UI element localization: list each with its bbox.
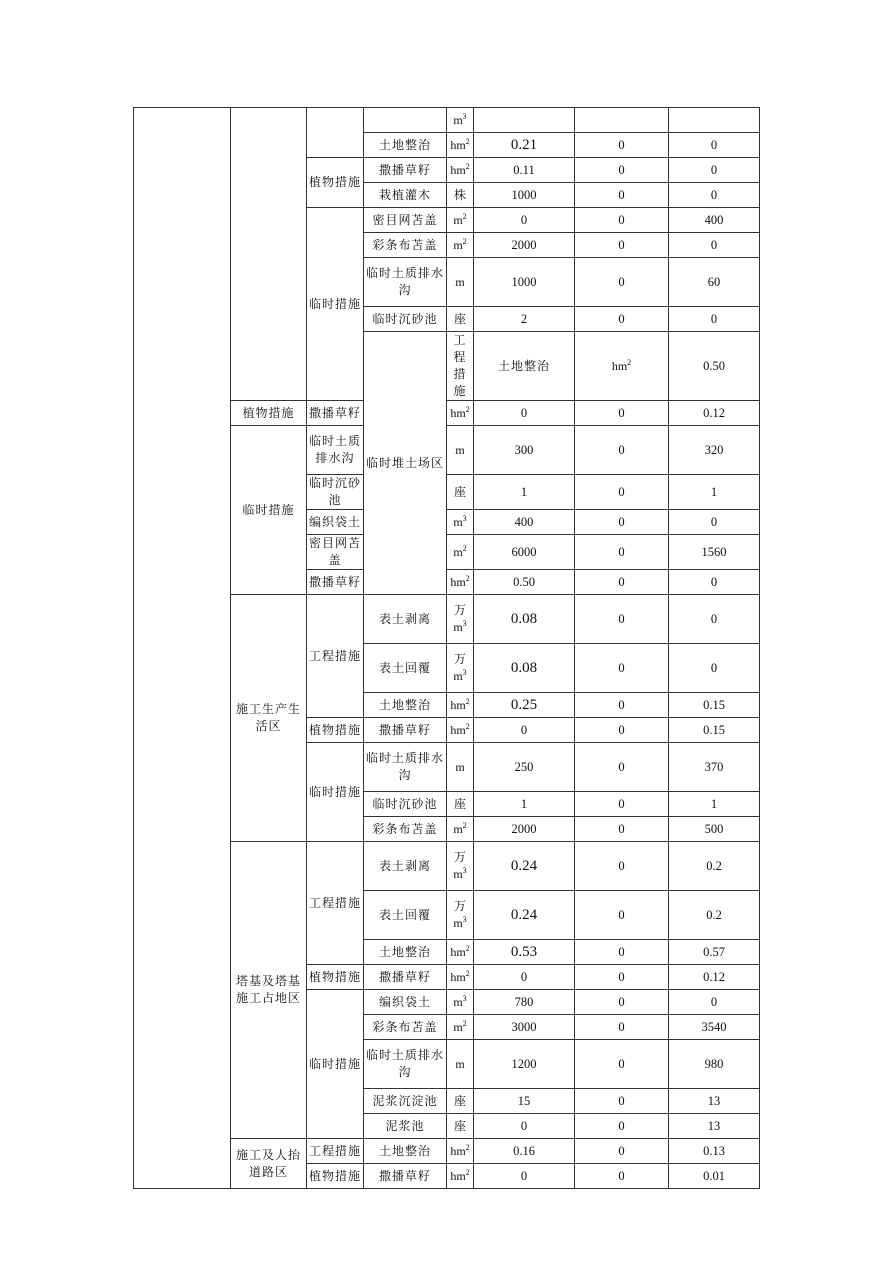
value2-cell: 0 bbox=[575, 401, 669, 426]
value2-cell: 0 bbox=[575, 595, 669, 644]
value2-cell: 0 bbox=[575, 307, 669, 332]
item-cell: 密目网苫盖 bbox=[307, 535, 364, 570]
value2-cell: 0 bbox=[575, 1139, 669, 1164]
value2-cell bbox=[575, 108, 669, 133]
unit-cell: $m^3$ bbox=[447, 108, 474, 133]
value2-cell: 0 bbox=[575, 570, 669, 595]
value1-cell: 0 bbox=[474, 1114, 575, 1139]
value1-cell: 6000 bbox=[474, 535, 575, 570]
value3-cell: 0.15 bbox=[669, 718, 760, 743]
value3-cell: 0.2 bbox=[669, 842, 760, 891]
item-cell: 栽植灌木 bbox=[364, 183, 447, 208]
item-cell: 编织袋土 bbox=[307, 510, 364, 535]
measure-cell: 植物措施 bbox=[307, 1164, 364, 1189]
value2-cell: 0 bbox=[575, 535, 669, 570]
value1-cell: 1000 bbox=[474, 258, 575, 307]
unit-cell: $hm^2$ bbox=[447, 693, 474, 718]
item-cell: 表土剥离 bbox=[364, 595, 447, 644]
item-cell: 土地整治 bbox=[474, 332, 575, 401]
item-cell: 土地整治 bbox=[364, 693, 447, 718]
unit-cell: 株 bbox=[447, 183, 474, 208]
area-cell: 施工及人抬道路区 bbox=[231, 1139, 307, 1189]
value3-cell: 0.01 bbox=[669, 1164, 760, 1189]
value3-cell: 0.13 bbox=[669, 1139, 760, 1164]
value1-cell: 400 bbox=[474, 510, 575, 535]
item-cell: 撒播草籽 bbox=[364, 158, 447, 183]
unit-cell: m bbox=[447, 426, 474, 475]
value1-cell: 250 bbox=[474, 743, 575, 792]
value1-cell: 780 bbox=[474, 990, 575, 1015]
value1-cell: 1 bbox=[474, 792, 575, 817]
value3-cell: 370 bbox=[669, 743, 760, 792]
value3-cell: 0 bbox=[669, 644, 760, 693]
item-cell: 临时沉砂池 bbox=[364, 792, 447, 817]
unit-cell: $m^2$ bbox=[447, 208, 474, 233]
value3-cell: 400 bbox=[669, 208, 760, 233]
item-cell: 彩条布苫盖 bbox=[364, 817, 447, 842]
unit-cell: m bbox=[447, 1040, 474, 1089]
value2-cell: 0 bbox=[575, 940, 669, 965]
item-cell: 表土回覆 bbox=[364, 891, 447, 940]
unit-cell: $hm^2$ bbox=[447, 1139, 474, 1164]
value1-cell: 0.50 bbox=[669, 332, 760, 401]
value2-cell: 0 bbox=[575, 743, 669, 792]
value3-cell: 13 bbox=[669, 1114, 760, 1139]
value3-cell: 1 bbox=[669, 792, 760, 817]
unit-cell: 座 bbox=[447, 792, 474, 817]
unit-cell: $hm^2$ bbox=[447, 718, 474, 743]
unit-cell: $m^3$ bbox=[447, 990, 474, 1015]
item-cell: 临时土质排水沟 bbox=[364, 258, 447, 307]
value1-cell: 0.25 bbox=[474, 693, 575, 718]
value1-cell: 0 bbox=[474, 965, 575, 990]
value3-cell: 1 bbox=[669, 475, 760, 510]
value3-cell: 0 bbox=[669, 233, 760, 258]
measure-cell: 临时措施 bbox=[307, 990, 364, 1139]
measure-cell: 植物措施 bbox=[307, 965, 364, 990]
value2-cell: 0 bbox=[575, 475, 669, 510]
value3-cell: 0.12 bbox=[669, 965, 760, 990]
unit-cell: $hm^2$ bbox=[447, 401, 474, 426]
unit-cell: $m^2$ bbox=[447, 1015, 474, 1040]
value1-cell: 0.24 bbox=[474, 842, 575, 891]
value2-cell: 0 bbox=[575, 258, 669, 307]
item-cell: 泥浆沉淀池 bbox=[364, 1089, 447, 1114]
item-cell: 撒播草籽 bbox=[364, 965, 447, 990]
value3-cell: 0 bbox=[669, 158, 760, 183]
value2-cell: 0 bbox=[575, 693, 669, 718]
value2-cell: 0 bbox=[575, 183, 669, 208]
value1-cell: 0.50 bbox=[474, 570, 575, 595]
item-cell: 撒播草籽 bbox=[307, 401, 364, 426]
value2-cell: 0 bbox=[575, 965, 669, 990]
value3-cell: 0 bbox=[669, 990, 760, 1015]
measure-cell: 植物措施 bbox=[231, 401, 307, 426]
value2-cell: 0 bbox=[575, 426, 669, 475]
value1-cell: 0 bbox=[474, 401, 575, 426]
value2-cell: 0 bbox=[575, 510, 669, 535]
unit-cell: 座 bbox=[447, 475, 474, 510]
item-cell: 临时土质排水沟 bbox=[307, 426, 364, 475]
item-cell: 撒播草籽 bbox=[364, 1164, 447, 1189]
item-cell: 表土剥离 bbox=[364, 842, 447, 891]
measure-cell: 临时措施 bbox=[231, 426, 307, 595]
unit-cell: m bbox=[447, 743, 474, 792]
measure-cell: 工程措施 bbox=[307, 1139, 364, 1164]
item-cell: 土地整治 bbox=[364, 940, 447, 965]
value2-cell: 0 bbox=[575, 158, 669, 183]
unit-cell: $hm^2$ bbox=[447, 158, 474, 183]
value3-cell: 320 bbox=[669, 426, 760, 475]
unit-cell: 万 $m^3$ bbox=[447, 595, 474, 644]
value1-cell: 1200 bbox=[474, 1040, 575, 1089]
value1-cell: 0.53 bbox=[474, 940, 575, 965]
value2-cell: 0 bbox=[575, 990, 669, 1015]
value3-cell: 0 bbox=[669, 570, 760, 595]
unit-cell: 座 bbox=[447, 1114, 474, 1139]
value1-cell: 0.08 bbox=[474, 595, 575, 644]
value3-cell: 3540 bbox=[669, 1015, 760, 1040]
value1-cell: 2000 bbox=[474, 233, 575, 258]
value2-cell: 0 bbox=[575, 891, 669, 940]
value1-cell: 1 bbox=[474, 475, 575, 510]
project-cell bbox=[134, 108, 231, 1189]
unit-cell: $m^2$ bbox=[447, 233, 474, 258]
unit-cell: $hm^2$ bbox=[447, 965, 474, 990]
value3-cell: 980 bbox=[669, 1040, 760, 1089]
value3-cell: 0.15 bbox=[669, 693, 760, 718]
value3-cell: 13 bbox=[669, 1089, 760, 1114]
value1-cell: 3000 bbox=[474, 1015, 575, 1040]
value2-cell: 0 bbox=[575, 1164, 669, 1189]
measure-cell: 植物措施 bbox=[307, 158, 364, 208]
value2-cell: 0 bbox=[575, 208, 669, 233]
unit-cell: $hm^2$ bbox=[447, 1164, 474, 1189]
area-cell: 塔基及塔基施工占地区 bbox=[231, 842, 307, 1139]
value1-cell: 2000 bbox=[474, 817, 575, 842]
measure-cell: 植物措施 bbox=[307, 718, 364, 743]
item-cell: 临时土质排水沟 bbox=[364, 1040, 447, 1089]
value3-cell: 0.57 bbox=[669, 940, 760, 965]
value1-cell: 2 bbox=[474, 307, 575, 332]
unit-cell: $m^2$ bbox=[447, 817, 474, 842]
unit-cell: $hm^2$ bbox=[575, 332, 669, 401]
unit-cell: m bbox=[447, 258, 474, 307]
unit-cell: $m^3$ bbox=[447, 510, 474, 535]
value1-cell: 15 bbox=[474, 1089, 575, 1114]
value3-cell: 1560 bbox=[669, 535, 760, 570]
area-cell: 施工生产生活区 bbox=[231, 595, 307, 842]
value2-cell: 0 bbox=[575, 1089, 669, 1114]
value1-cell: 300 bbox=[474, 426, 575, 475]
item-cell: 土地整治 bbox=[364, 1139, 447, 1164]
measure-cell: 工程措施 bbox=[307, 595, 364, 718]
value1-cell: 0.11 bbox=[474, 158, 575, 183]
value3-cell: 0.12 bbox=[669, 401, 760, 426]
measures-table bbox=[133, 107, 760, 1189]
area-cell bbox=[231, 108, 307, 401]
value3-cell: 0 bbox=[669, 307, 760, 332]
item-cell: 表土回覆 bbox=[364, 644, 447, 693]
value1-cell: 1000 bbox=[474, 183, 575, 208]
item-cell bbox=[364, 108, 447, 133]
unit-cell: $hm^2$ bbox=[447, 570, 474, 595]
item-cell: 临时沉砂池 bbox=[307, 475, 364, 510]
item-cell: 彩条布苫盖 bbox=[364, 1015, 447, 1040]
item-cell: 撒播草籽 bbox=[307, 570, 364, 595]
item-cell: 临时土质排水沟 bbox=[364, 743, 447, 792]
value1-cell bbox=[474, 108, 575, 133]
item-cell: 撒播草籽 bbox=[364, 718, 447, 743]
measure-cell: 临时措施 bbox=[307, 208, 364, 401]
value3-cell: 0 bbox=[669, 595, 760, 644]
value1-cell: 0.08 bbox=[474, 644, 575, 693]
value1-cell: 0.16 bbox=[474, 1139, 575, 1164]
area-cell: 临时堆土场区 bbox=[364, 332, 447, 595]
value1-cell: 0.21 bbox=[474, 133, 575, 158]
value2-cell: 0 bbox=[575, 1015, 669, 1040]
value1-cell: 0.24 bbox=[474, 891, 575, 940]
unit-cell: 万 $m^3$ bbox=[447, 644, 474, 693]
value3-cell: 500 bbox=[669, 817, 760, 842]
item-cell: 临时沉砂池 bbox=[364, 307, 447, 332]
unit-cell: 座 bbox=[447, 1089, 474, 1114]
value1-cell: 0 bbox=[474, 718, 575, 743]
value2-cell: 0 bbox=[575, 133, 669, 158]
item-cell: 彩条布苫盖 bbox=[364, 233, 447, 258]
measure-cell: 临时措施 bbox=[307, 743, 364, 842]
item-cell: 密目网苫盖 bbox=[364, 208, 447, 233]
value3-cell: 0 bbox=[669, 133, 760, 158]
item-cell: 泥浆池 bbox=[364, 1114, 447, 1139]
unit-cell: 座 bbox=[447, 307, 474, 332]
value3-cell bbox=[669, 108, 760, 133]
unit-cell: $hm^2$ bbox=[447, 940, 474, 965]
measure-cell: 工程措施 bbox=[307, 842, 364, 965]
measure-cell: 工程措施 bbox=[447, 332, 474, 401]
value2-cell: 0 bbox=[575, 233, 669, 258]
measure-cell bbox=[307, 108, 364, 158]
value3-cell: 0 bbox=[669, 510, 760, 535]
value2-cell: 0 bbox=[575, 644, 669, 693]
value3-cell: 60 bbox=[669, 258, 760, 307]
item-cell: 编织袋土 bbox=[364, 990, 447, 1015]
unit-cell: 万 $m^3$ bbox=[447, 842, 474, 891]
value2-cell: 0 bbox=[575, 1114, 669, 1139]
value1-cell: 0 bbox=[474, 208, 575, 233]
table-row bbox=[134, 108, 760, 133]
value2-cell: 0 bbox=[575, 1040, 669, 1089]
value1-cell: 0 bbox=[474, 1164, 575, 1189]
unit-cell: $hm^2$ bbox=[447, 133, 474, 158]
value3-cell: 0.2 bbox=[669, 891, 760, 940]
unit-cell: $m^2$ bbox=[447, 535, 474, 570]
value2-cell: 0 bbox=[575, 718, 669, 743]
value2-cell: 0 bbox=[575, 817, 669, 842]
value2-cell: 0 bbox=[575, 842, 669, 891]
item-cell: 土地整治 bbox=[364, 133, 447, 158]
unit-cell: 万 $m^3$ bbox=[447, 891, 474, 940]
value2-cell: 0 bbox=[575, 792, 669, 817]
value3-cell: 0 bbox=[669, 183, 760, 208]
